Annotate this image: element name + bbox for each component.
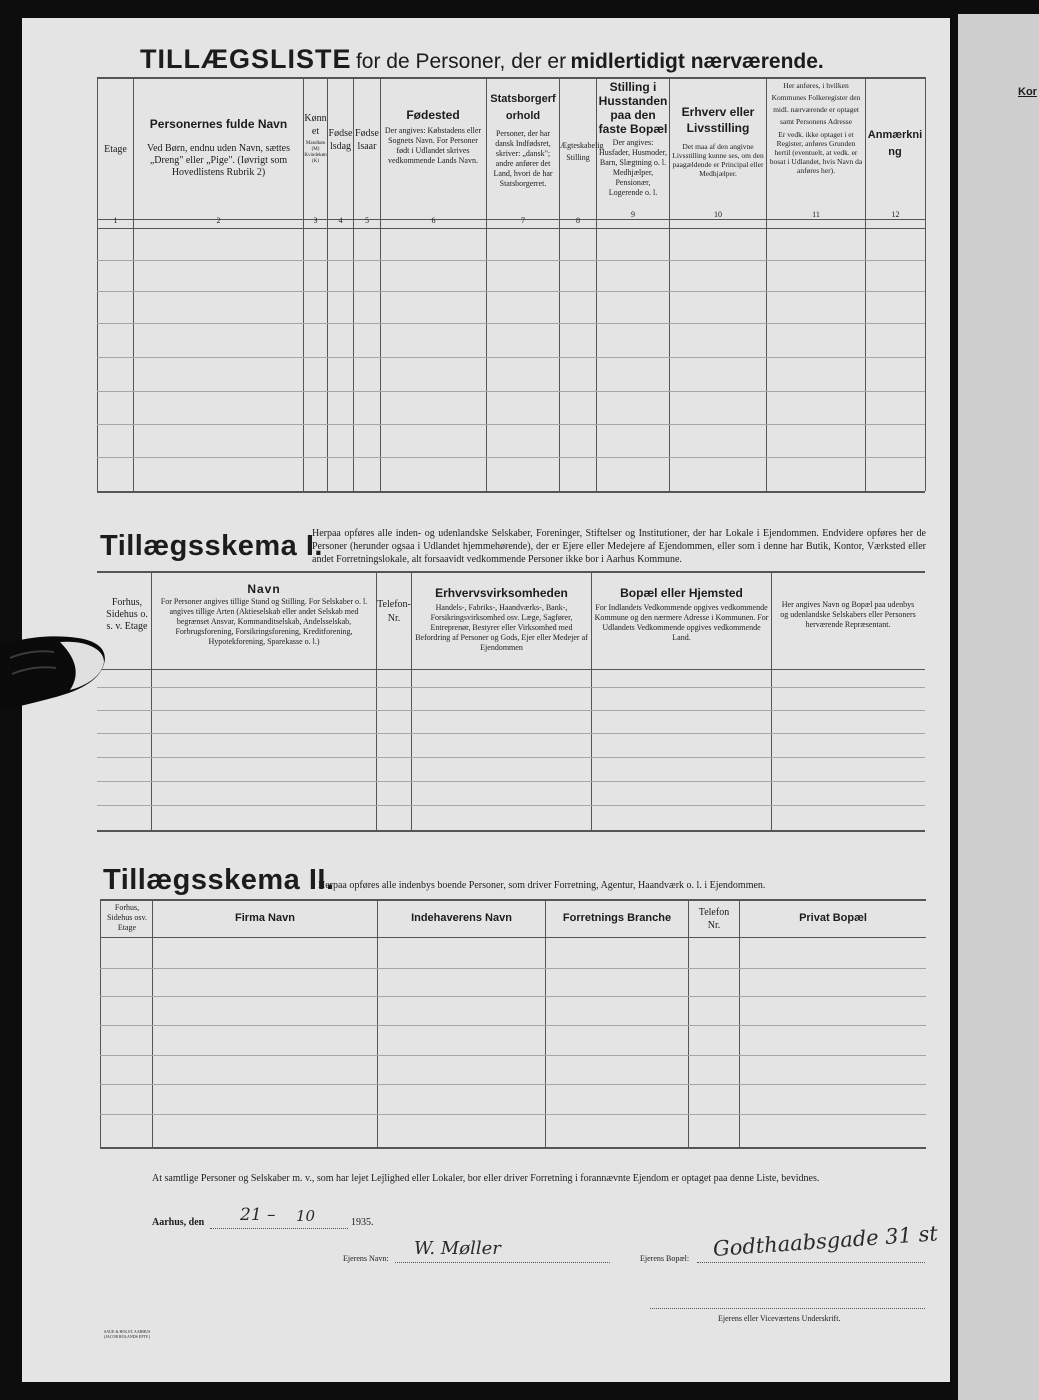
col-number: 6 — [431, 216, 436, 225]
col-household-head: Stilling i Husstanden paa den faste Bopæl — [598, 80, 668, 136]
skema2-col-branch: Forretnings Branche — [562, 912, 672, 924]
skema1-col-business-head: Erhvervsvirksomheden — [435, 586, 568, 600]
skema2-col-firm: Firma Navn — [235, 912, 295, 924]
skema1-col-name-head: Navn — [247, 582, 281, 596]
skema2-col-owner: Indehaverens Navn — [411, 912, 512, 924]
signature-line — [650, 1308, 925, 1309]
date-line — [210, 1228, 348, 1229]
col-birthplace-note: Der angives: Købstadens eller Sognets Navn. For Personer født i Udlandet skrives vedkommende Lands Navn. — [384, 126, 482, 165]
skema2-col-etage: Forhus, Sidehus osv. Etage — [107, 903, 147, 932]
col-household-note: Der angives: Husfader, Husmoder, Barn, Slægtning o. l. Medhjælper, Pensionær, Logerende o. l. — [598, 138, 667, 197]
skema1-col-residence-head: Bopæl eller Hjemsted — [620, 586, 743, 600]
col-number: 11 — [812, 210, 820, 219]
col-register-note: Er vedk. ikke optaget i et Register, anføres Grunden hertil (eventuelt, at vedk. er bosat i Udlandet, hvis Navn da anføres her). — [769, 130, 863, 175]
col-marital-head: Ægteskabelig Stilling — [560, 141, 604, 162]
skema2-col-phone: Telefon Nr. — [698, 907, 730, 931]
skema2-col-residence: Privat Bopæl — [799, 912, 867, 924]
facing-page-text: Kor — [1018, 86, 1037, 98]
skema1-intro: Herpaa opføres alle inden- og udenlandske Selskaber, Foreninger, Stiftelser og Institutioner, der har Lokale i Ejendommen. Endvidere opføres her de Personer (herunder ogsaa i Udlandet hjemmehørende), der er Ejere eller Medejere af Ejendommen, eller som i denne har Butik, Kontor, Værksted eller andet Forretningslokale, alt forsaavidt vedkommende Personer ikke bor i Aarhus Kommune. — [312, 528, 926, 565]
year: 1935. — [351, 1217, 374, 1228]
skema1-col-name-note: For Personer angives tillige Stand og Stilling. For Selskaber o. l. angives tillige Arten (Aktieselskab eller andet Selskab med begrænset Ansvar, Kommanditselskab, Andelsselskab, Forbrugsforening, Forsikringsforening, Kreditforening, Hypotekforening, Sparekasse o. l.) — [160, 597, 368, 646]
col-birthplace-head: Fødested — [406, 108, 460, 122]
facing-page — [958, 14, 1039, 1400]
col-gender-note: Mandkøn (M) Kvindekøn (K) — [304, 141, 327, 164]
col-occupation-note: Det maa af den angivne Livsstilling kunne ses, om den paagældende er Principal eller Medhjælper. — [672, 142, 764, 178]
certify-text: At samtlige Personer og Selskaber m. v., som har lejet Lejlighed eller Lokaler, bor eller driver Forretning i forannævnte Ejendom er optaget paa denne Liste, bevidnes. — [152, 1173, 820, 1184]
title-end: midlertidigt nærværende. — [570, 50, 824, 73]
skema1-col-etage: Forhus, Sidehus o. s. v. Etage — [106, 597, 148, 632]
skema1-col-name — [154, 582, 374, 647]
col-gender — [304, 112, 327, 165]
col-birthyear-head: Fødselsaar — [355, 128, 379, 152]
owner-address-signature: Godthaabsgade 31 st — [712, 1221, 939, 1261]
col-name — [136, 117, 301, 179]
col-number: 12 — [891, 210, 900, 219]
city-label: Aarhus, den — [152, 1217, 205, 1228]
skema1-title: Tillægsskema I. — [100, 530, 323, 562]
date-day: 21 – — [240, 1205, 276, 1225]
date-month: 10 — [296, 1207, 316, 1225]
col-name-note: Ved Børn, endnu uden Navn, sættes „Dreng" eller „Pige". (Iøvrigt som Hovedlistens Rubrik 2) — [146, 143, 291, 178]
skema2-intro: Herpaa opføres alle indenbys boende Personer, som driver Forretning, Agentur, Haandværk o. l. i Ejendommen. — [318, 880, 766, 891]
col-number: 2 — [216, 216, 221, 225]
col-number: 9 — [631, 210, 635, 219]
col-name-head: Personernes fulde Navn — [149, 117, 288, 131]
col-birthday-head: Fødselsdag — [328, 128, 353, 152]
owner-name-label: Ejerens Navn: — [343, 1254, 389, 1263]
col-citizenship — [488, 91, 558, 189]
printer-imprint: SAUE & HOLST, AARHUS (JACOB ROLANDS EFTF.) — [104, 1329, 151, 1339]
skema1-col-business — [414, 586, 589, 653]
col-register-head: Her anføres, i hvilken Kommunes Folkeregister den midl. nærværende er optaget samt Personens Adresse — [771, 81, 861, 126]
owner-address-line — [697, 1262, 925, 1263]
col-etage-head: Etage — [104, 144, 127, 155]
thumb-image — [0, 628, 108, 714]
skema1-col-residence — [594, 586, 769, 643]
col-remarks-head: Anmærkning — [867, 129, 923, 158]
owner-address-label: Ejerens Bopæl: — [640, 1254, 690, 1263]
col-citizenship-note: Personer, der har dansk Indfødsret, skriver: „dansk"; andre anfører det Land, hvori de har Statsborgerret. — [493, 129, 553, 188]
title-tillaegsliste: TILLÆGSLISTE — [140, 44, 352, 74]
skema1-col-residence-note: For Indlandets Vedkommende opgives vedkommende Kommune og den nærmere Adresse i Kommunen. For Udlandets Vedkommende opgives vedkommende Land. — [594, 603, 769, 642]
col-number: 8 — [576, 216, 580, 225]
col-number: 1 — [113, 216, 118, 225]
owner-name-signature: W. Møller — [414, 1238, 501, 1259]
col-occupation-head: Erhverv eller Livsstilling — [681, 105, 755, 135]
col-birthplace — [382, 108, 484, 166]
form-title — [140, 44, 930, 75]
col-household — [598, 80, 668, 198]
skema1-col-phone: Telefon-Nr. — [377, 599, 411, 624]
signature-label: Ejerens eller Viceværtens Underskrift. — [718, 1314, 841, 1323]
col-number: 3 — [313, 216, 318, 225]
title-middle: for de Personer, der er — [355, 50, 567, 73]
owner-name-line — [395, 1262, 610, 1263]
skema1-col-business-note: Handels-, Fabriks-, Haandværks-, Bank-, Forsikringsvirksomhed osv. Læge, Sagfører, Entreprenør, Bestyrer eller Virksomhed med Befordring af Personer og Gods, Ejer eller Medejer af Ejendommen — [415, 603, 588, 652]
col-number: 7 — [521, 216, 525, 225]
col-occupation — [671, 104, 765, 178]
skema2-title: Tillægsskema II. — [103, 864, 335, 896]
skema1-col-representative: Her angives Navn og Bopæl paa udenbys og udenlandske Selskabers eller Personers herværende Repræsentant. — [780, 600, 916, 629]
col-register — [768, 80, 864, 175]
col-citizenship-head: Statsborgerforhold — [490, 93, 556, 122]
col-number: 10 — [714, 210, 722, 219]
col-gender-head: Kønnet — [304, 113, 327, 137]
col-number: 5 — [365, 216, 369, 225]
col-number: 4 — [338, 216, 343, 225]
